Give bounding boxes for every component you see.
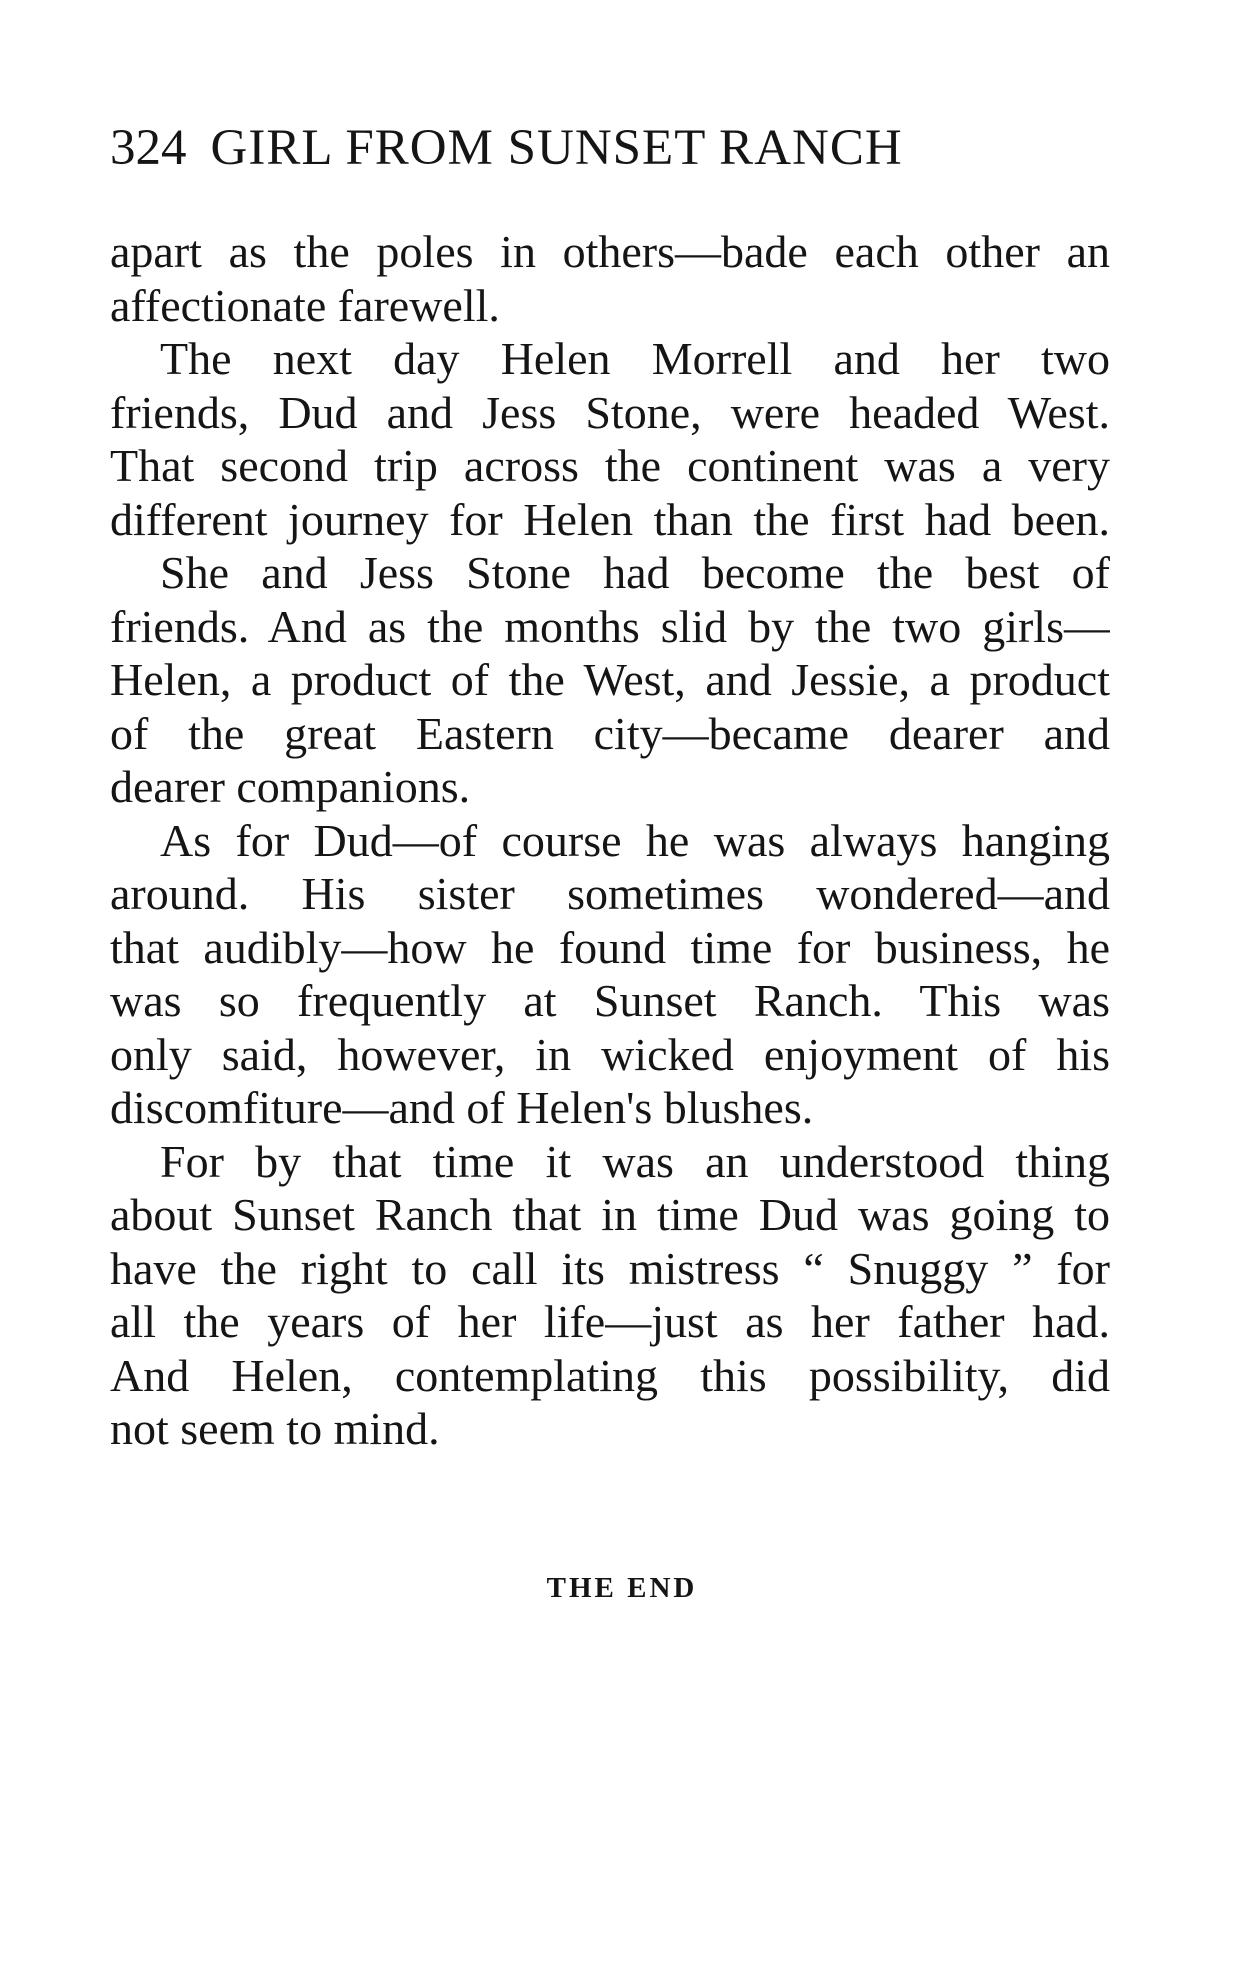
text-line: around. His sister sometimes wondered—and (110, 868, 1110, 919)
text-line: was so frequently at Sunset Ranch. This was (110, 975, 1110, 1026)
running-head (110, 118, 903, 178)
text-line: different journey for Helen than the first had been. (110, 493, 1110, 545)
paragraph-first-line: She and Jess Stone had become the best of (160, 547, 1110, 598)
text-line: apart as the poles in others—bade each other an (110, 226, 1110, 277)
the-end-label: THE END (546, 1572, 698, 1604)
text-line: have the right to call its mistress “ Snuggy ” for (110, 1242, 1110, 1294)
text-line: Helen, a product of the West, and Jessie, a product (110, 654, 1110, 705)
text-line: not seem to mind. (110, 1403, 440, 1454)
text-line: of the great Eastern city—became dearer and (110, 707, 1110, 759)
text-line: discomfiture—and of Helen's blushes. (110, 1082, 814, 1133)
paragraph-first-line: As for Dud—of course he was always hanging (160, 814, 1110, 866)
page-number: 324 (110, 120, 187, 176)
text-line: that audibly—how he found time for business, he (110, 921, 1110, 973)
text-line: affectionate farewell. (110, 279, 500, 331)
text-line: dearer companions. (110, 761, 471, 812)
book-title: GIRL FROM SUNSET RANCH (210, 120, 903, 176)
paragraph-first-line: The next day Helen Morrell and her two (160, 333, 1110, 384)
text-line: That second trip across the continent was a very (110, 440, 1110, 491)
text-line: all the years of her life—just as her father had. (110, 1296, 1110, 1347)
text-line: only said, however, in wicked enjoyment of his (110, 1028, 1110, 1080)
text-line: friends. And as the months slid by the two girls— (110, 600, 1110, 652)
text-line: And Helen, contemplating this possibility, did (110, 1349, 1110, 1401)
text-line: about Sunset Ranch that in time Dud was going to (110, 1189, 1110, 1240)
text-line: friends, Dud and Jess Stone, were headed West. (110, 386, 1110, 438)
paragraph-first-line: For by that time it was an understood thing (160, 1135, 1110, 1187)
body-text (110, 225, 1110, 1456)
